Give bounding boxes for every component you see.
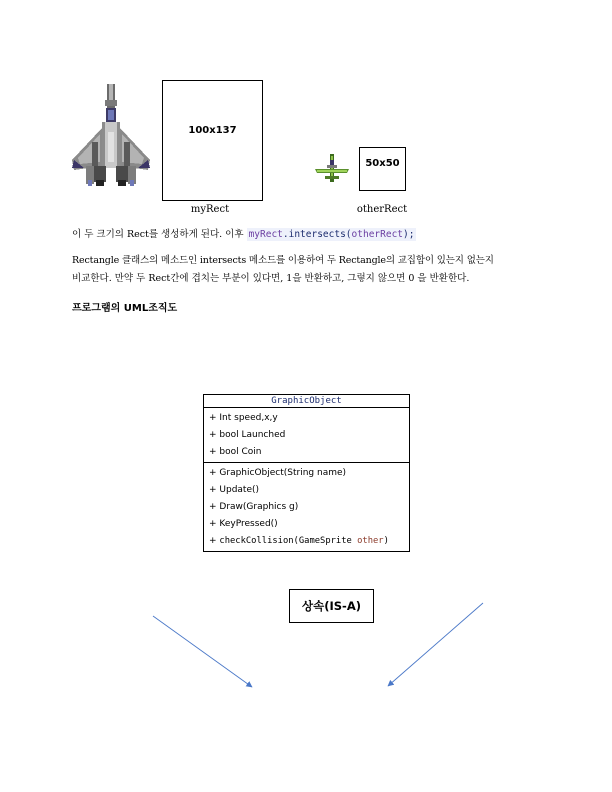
left-arrow — [153, 616, 252, 687]
right-arrow — [388, 603, 483, 686]
uml-attribute: + bool Coin — [209, 447, 262, 457]
uml-class-name: GraphicObject — [204, 395, 409, 408]
code-method: .intersects( — [282, 229, 352, 240]
uml-attribute: + bool Launched — [209, 430, 286, 440]
explanation-line-1: Rectangle 클래스의 메소드인 intersects 메소드를 이용하여 두 Rectangle의 교집합이 있는지 없는지 — [72, 255, 494, 266]
code-argument: otherRect — [351, 229, 404, 240]
other-rect-caption: otherRect — [356, 204, 408, 215]
inheritance-label-box: 상속(IS-A) — [289, 589, 374, 623]
code-end: ); — [403, 229, 415, 240]
uml-method: + KeyPressed() — [209, 519, 278, 529]
uml-method: + Draw(Graphics g) — [209, 502, 299, 512]
uml-method: + Update() — [209, 485, 260, 495]
uml-method: + GraphicObject(String name) — [209, 468, 347, 478]
uml-attribute: + Int speed,x,y — [209, 413, 278, 423]
other-rect-size-label: 50x50 — [365, 158, 400, 169]
uml-method-prefix: + — [209, 536, 220, 546]
uml-method-end: ) — [383, 536, 389, 546]
intro-text: 이 두 크기의 Rect를 생성하게 된다. 이후 — [72, 229, 247, 240]
uml-method-name: checkCollision(GameSprite — [219, 536, 358, 546]
my-rect-size-label: 100x137 — [188, 125, 237, 136]
code-object: myRect — [248, 229, 283, 240]
explanation-line-2: 비교한다. 만약 두 Rect간에 겹치는 부분이 있다면, 1을 반환하고, 그렇지 않으면 0 을 반환한다. — [72, 273, 470, 284]
section-heading: 프로그램의 UML조직도 — [72, 303, 178, 314]
my-rect-caption: myRect — [190, 204, 230, 215]
uml-method-arg: other — [357, 536, 384, 546]
